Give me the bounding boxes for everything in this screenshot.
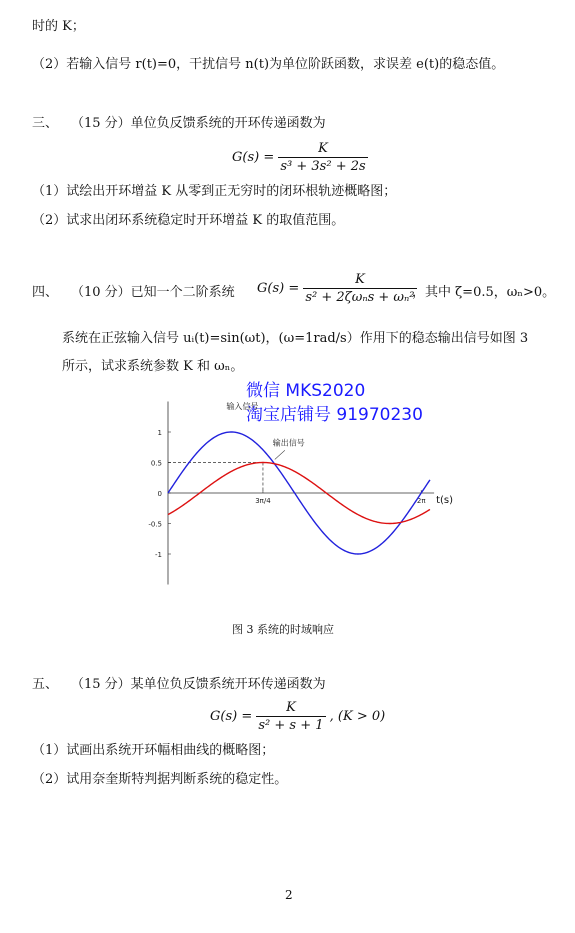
section-3-equation (232, 141, 368, 174)
section-3-heading: 三、 （15 分）单位负反馈系统的开环传递函数为 (32, 116, 326, 131)
eq-numerator: K (278, 141, 367, 158)
section-5-equation (210, 700, 385, 733)
eq-condition: , (K > 0) (329, 709, 386, 724)
eq-denominator: s³ + 3s² + 2s (280, 159, 366, 174)
eq-denominator: s² + 2ζωₙs + ωₙ² (305, 290, 415, 305)
section-5-heading: 五、 （15 分）某单位负反馈系统开环传递函数为 (32, 677, 326, 692)
output-signal-annotation: 输出信号 (272, 438, 305, 448)
y-tick-label: -0.5 (148, 520, 162, 529)
y-tick-label: 0.5 (150, 459, 162, 468)
section-4-paragraph-2: 所示，试求系统参数 K 和 ωₙ。 (62, 359, 244, 374)
eq-fraction (256, 700, 325, 733)
eq-numerator: K (303, 272, 416, 289)
x-tick-label: 3π/4 (255, 497, 271, 505)
section-4-heading: 四、 （10 分）已知一个二阶系统 (32, 285, 235, 300)
eq-fraction (303, 272, 416, 305)
section-5-question-1: （1）试画出系统开环幅相曲线的概略图； (32, 743, 275, 758)
y-tick-label: 0 (157, 490, 162, 498)
eq-lhs: G(s) = (232, 150, 275, 165)
section-4-paragraph-1: 系统在正弦输入信号 uᵢ(t)=sin(ωt)，(ω=1rad/s）作用下的稳态输出信号如图 3 (62, 331, 529, 346)
eq-lhs: G(s) = (257, 281, 300, 296)
section-3-question-2: （2）试求出闭环系统稳定时开环增益 K 的取值范围。 (32, 213, 345, 228)
eq-lhs: G(s) = (210, 709, 253, 724)
x-tick-label: 2π (416, 497, 426, 505)
text-line-2: （2）若输入信号 r(t)=0，干扰信号 n(t)为单位阶跃函数，求误差 e(t)的稳态值。 (32, 57, 505, 72)
x-axis-label: t(s) (436, 495, 454, 506)
input-signal-annotation: 输入信号 (226, 401, 259, 411)
y-tick-label: 1 (157, 429, 162, 437)
y-tick-label: -1 (155, 551, 162, 559)
section-5-question-2: （2）试用奈奎斯特判据判断系统的稳定性。 (32, 772, 288, 787)
watermark-line-1: 微信 MKS2020 (246, 381, 366, 401)
figure-caption: 图 3 系统的时域响应 (232, 623, 334, 636)
output-annotation-leader (275, 450, 285, 459)
text-line-1: 时的 K； (32, 19, 85, 34)
eq-denominator: s² + s + 1 (258, 718, 324, 733)
eq-fraction (278, 141, 367, 174)
watermark-line-2: 淘宝店铺号 91970230 (246, 405, 423, 425)
page-number: 2 (285, 888, 293, 902)
section-4-heading-tail: ，其中 ζ=0.5，ωₙ>0。 (412, 285, 556, 300)
section-4-equation (257, 272, 417, 305)
section-3-question-1: （1）试绘出开环增益 K 从零到正无穷时的闭环根轨迹概略图； (32, 184, 397, 199)
eq-numerator: K (256, 700, 325, 717)
time-response-chart (140, 396, 460, 596)
